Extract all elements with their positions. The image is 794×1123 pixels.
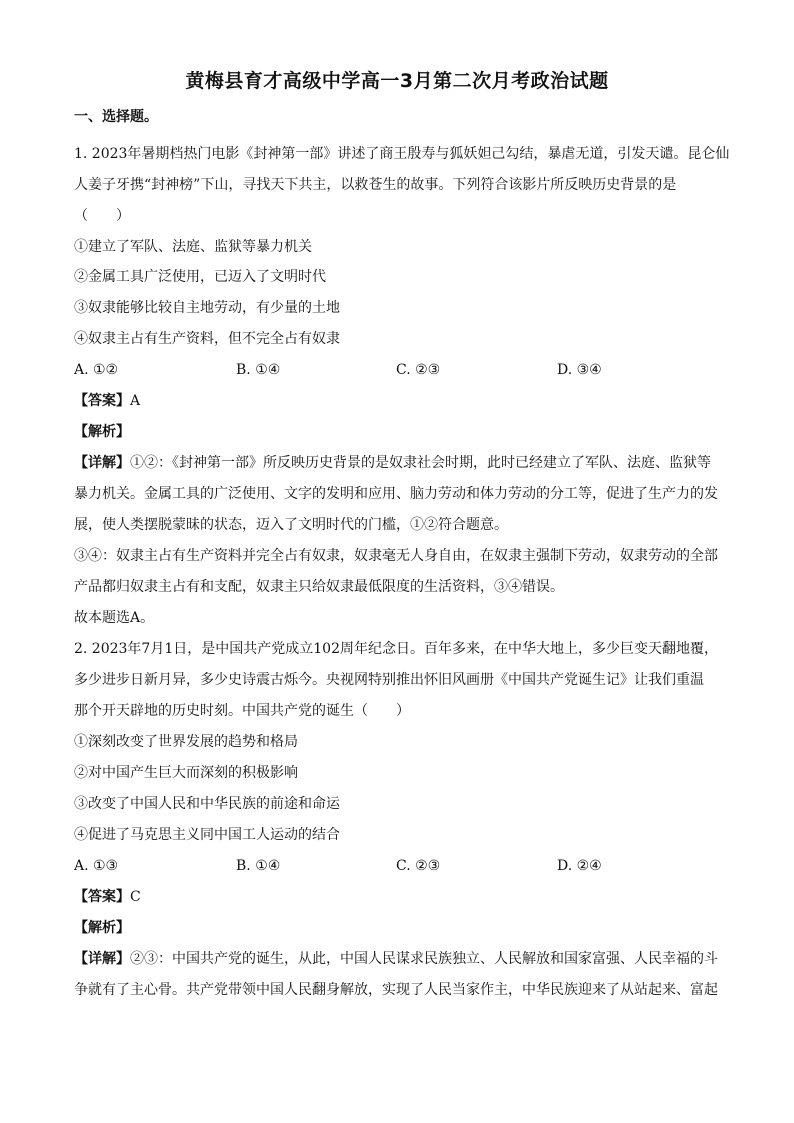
- q2-detail-line-1: [74, 950, 724, 968]
- q2-analysis-tag: 【解析】: [74, 920, 130, 936]
- q2-detail-line-2: 争就有了主心骨。共产党带领中国人民翻身解放，实现了人民当家作主，中华民族迎来了从站起来、富起: [74, 982, 718, 998]
- detail-text: ①②：《封神第一部》所反映历史背景的是奴隶社会时期，此时已经建立了军队、法庭、监狱等: [130, 455, 711, 471]
- q1-analysis-tag: 【解析】: [74, 424, 130, 440]
- q1-item-2: ②金属工具广泛使用，已迈入了文明时代: [74, 269, 326, 285]
- answer-value: A: [130, 393, 141, 409]
- q2-stem-line-2: 多少进步日新月异，多少史诗震古烁今。央视网特别推出怀旧风画册《中国共产党诞生记》让我们重温: [74, 672, 704, 688]
- q2-item-1: ①深刻改变了世界发展的趋势和格局: [74, 734, 298, 750]
- q1-stem-line-1: 1. 2023年暑期档热门电影《封神第一部》讲述了商王殷寿与狐妖妲己勾结，暴虐无道，引发天谴。昆仑仙: [74, 146, 730, 162]
- q1-answer: [74, 392, 724, 410]
- q2-option-a: A. ①③: [74, 858, 119, 874]
- q2-option-d: D. ②④: [557, 858, 602, 874]
- q2-item-4: ④促进了马克思主义同中国工人运动的结合: [74, 827, 340, 843]
- q1-option-b: B. ①④: [236, 362, 281, 378]
- answer-tag: 【答案】: [74, 889, 130, 905]
- answer-value: C: [130, 889, 141, 905]
- q2-answer: [74, 888, 724, 906]
- q2-option-b: B. ①④: [236, 858, 281, 874]
- q1-detail-line-1: [74, 454, 724, 472]
- q1-option-d: D. ③④: [557, 362, 602, 378]
- detail-text: ②③：中国共产党的诞生，从此，中国人民谋求民族独立、人民解放和国家富强、人民幸福的斗: [130, 951, 718, 967]
- q1-item-3: ③奴隶能够比较自主地劳动，有少量的土地: [74, 300, 340, 316]
- q1-paren: （ ）: [74, 208, 130, 224]
- q1-option-c: C. ②③: [396, 362, 441, 378]
- q1-stem-line-2: 人姜子牙携“封神榜”下山，寻找天下共主，以救苍生的故事。下列符合该影片所反映历史背景的是: [74, 177, 677, 193]
- q1-detail-line-6: 故本题选A。: [74, 610, 155, 626]
- page-title: 黄梅县育才高级中学高一3月第二次月考政治试题: [185, 70, 609, 92]
- q2-option-c: C. ②③: [396, 858, 441, 874]
- detail-tag: 【详解】: [74, 455, 130, 471]
- section-heading: 一、选择题。: [74, 109, 158, 125]
- q1-item-4: ④奴隶主占有生产资料，但不完全占有奴隶: [74, 331, 340, 347]
- q1-detail-line-2: 暴力机关。金属工具的广泛使用、文字的发明和应用、脑力劳动和体力劳动的分工等，促进了生产力的发: [74, 486, 718, 502]
- q1-detail-line-5: 产品都归奴隶主占有和支配，奴隶主只给奴隶最低限度的生活资料，③④错误。: [74, 579, 564, 595]
- q2-item-3: ③改变了中国人民和中华民族的前途和命运: [74, 796, 340, 812]
- q1-option-a: A. ①②: [74, 362, 119, 378]
- q1-item-1: ①建立了军队、法庭、监狱等暴力机关: [74, 239, 312, 255]
- q2-stem-line-1: 2. 2023年7月1日，是中国共产党成立102周年纪念日。百年多来，在中华大地上，多少巨变天翻地覆，: [74, 641, 718, 657]
- answer-tag: 【答案】: [74, 393, 130, 409]
- q1-detail-line-4: ③④：奴隶主占有生产资料并完全占有奴隶，奴隶毫无人身自由，在奴隶主强制下劳动，奴隶劳动的全部: [74, 548, 718, 564]
- q2-item-2: ②对中国产生巨大而深刻的积极影响: [74, 765, 298, 781]
- detail-tag: 【详解】: [74, 951, 130, 967]
- q1-detail-line-3: 展，使人类摆脱蒙昧的状态，迈入了文明时代的门槛，①②符合题意。: [74, 517, 508, 533]
- q2-stem-line-3: 那个开天辟地的历史时刻。中国共产党的诞生（ ）: [74, 703, 410, 719]
